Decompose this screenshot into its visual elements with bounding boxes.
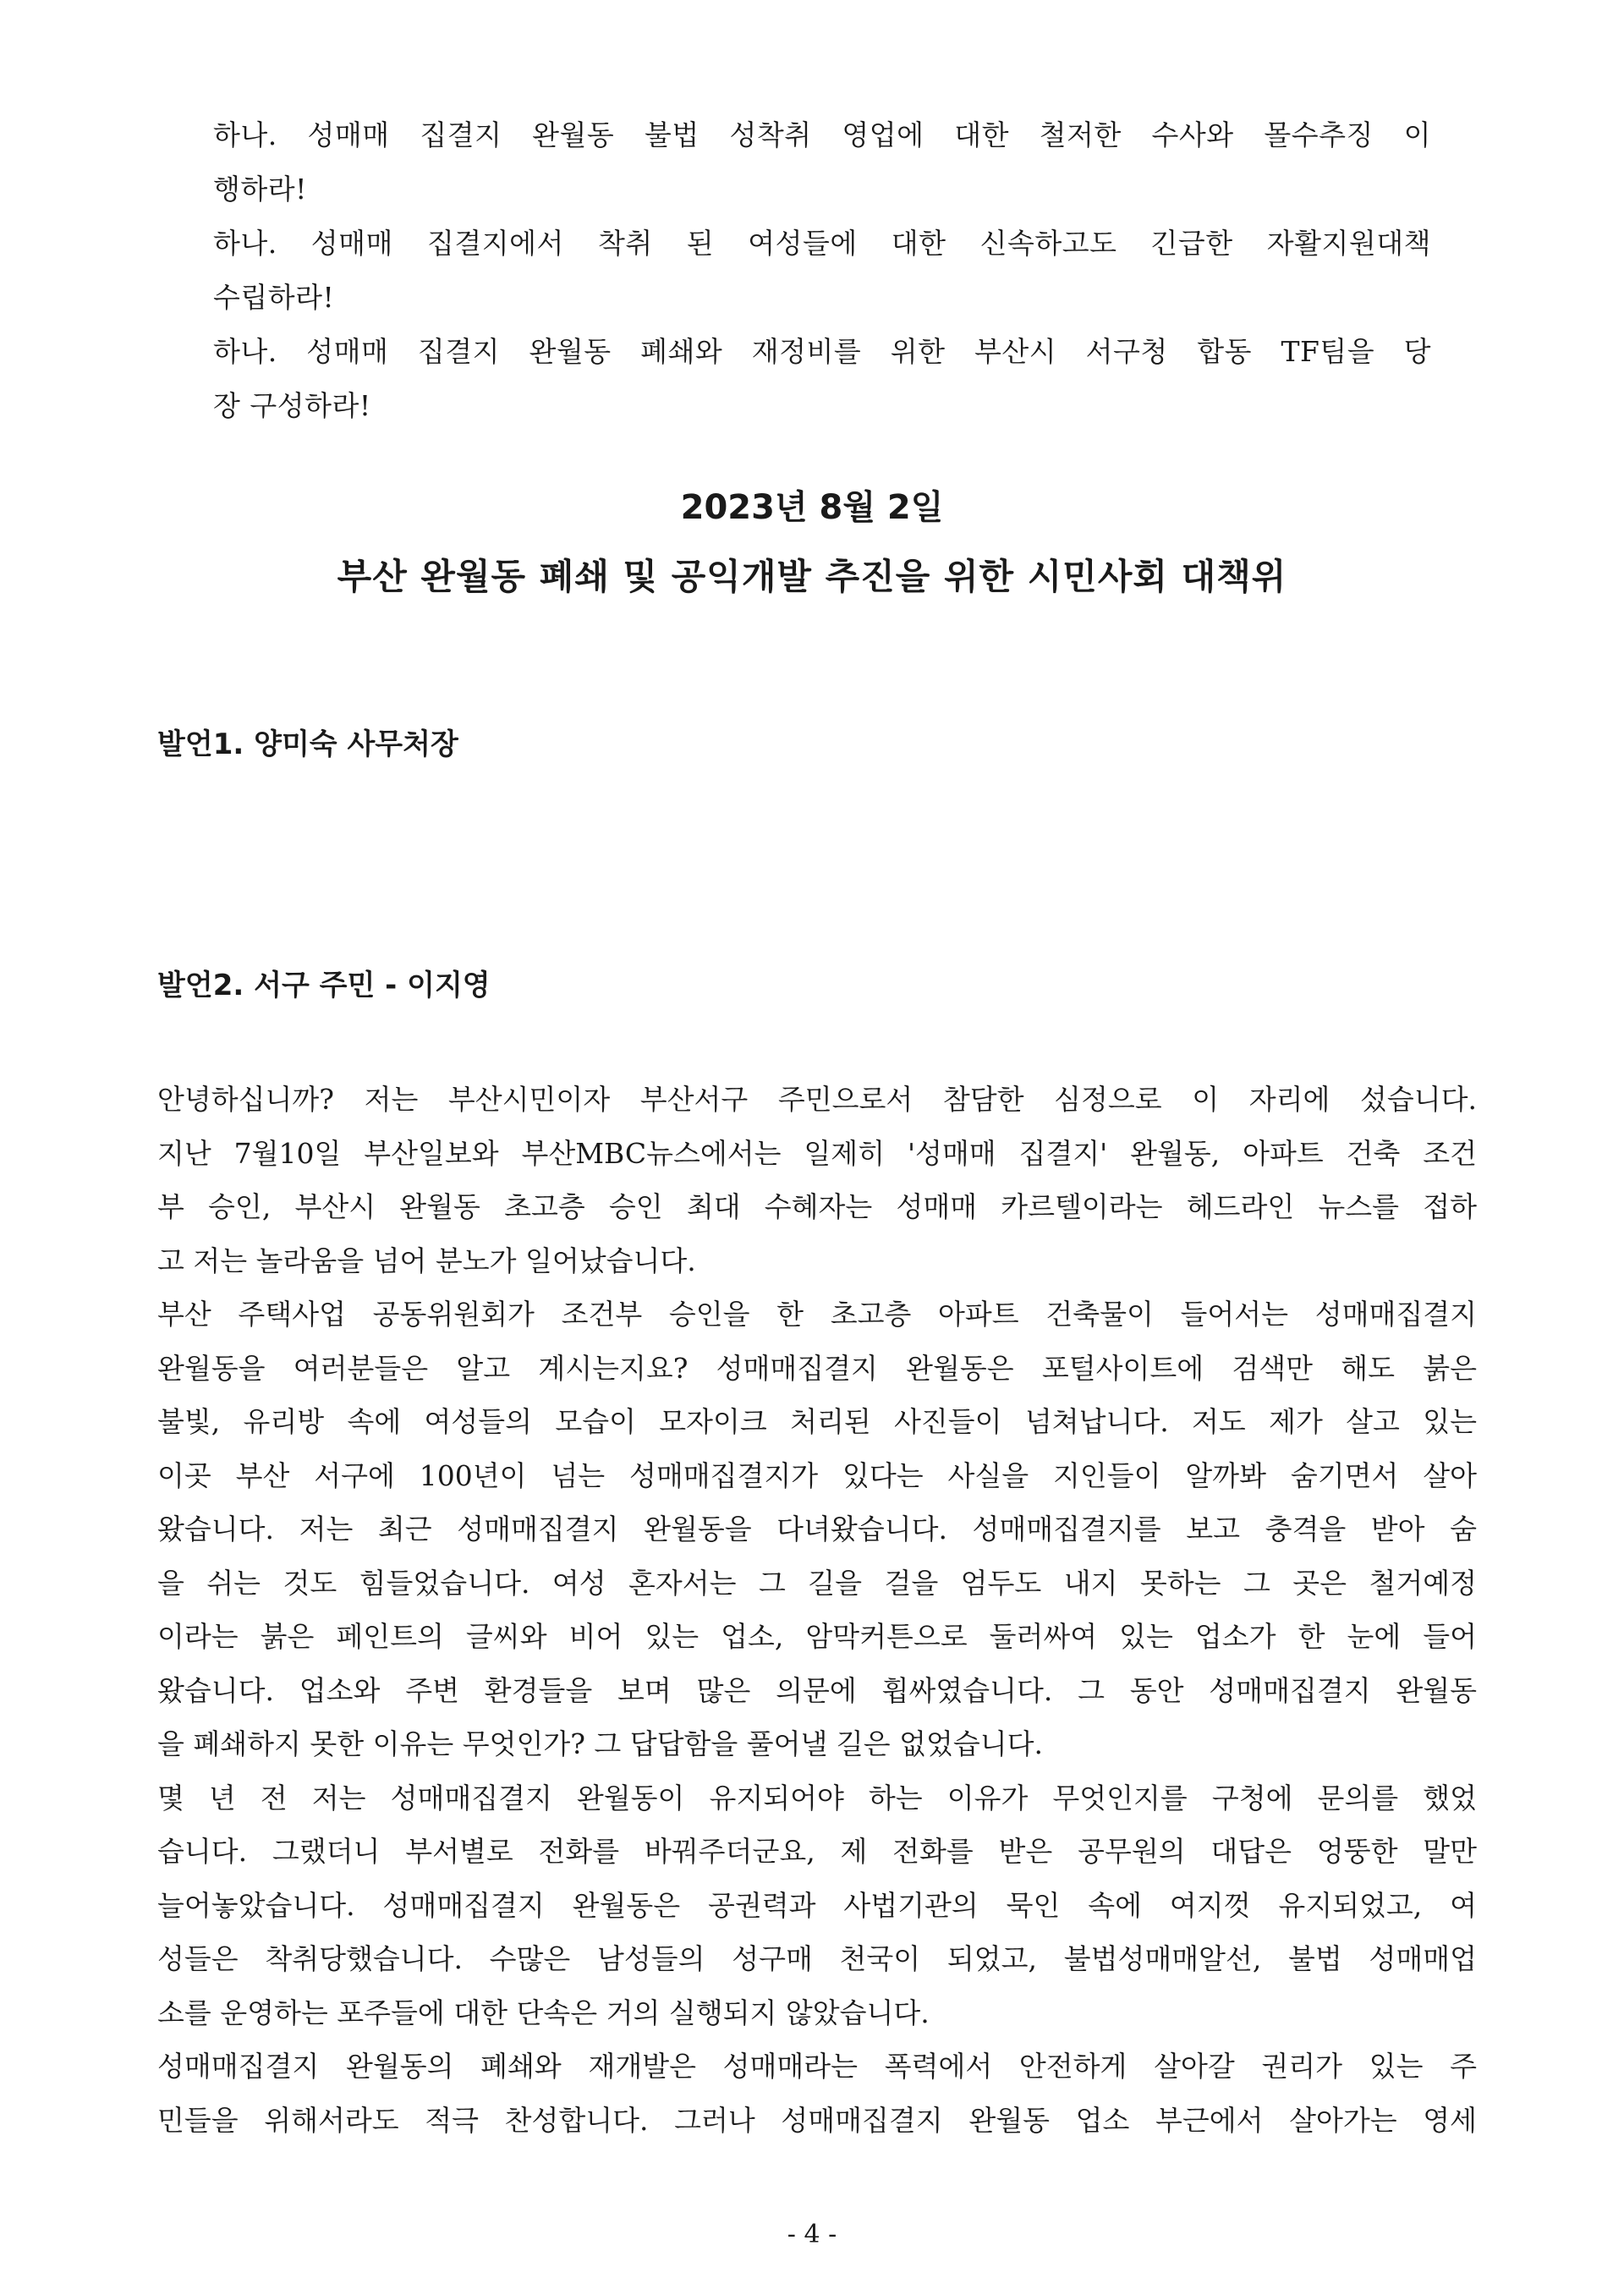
signature-date: 2023년 8월 2일 [680,488,944,527]
body-line: 지난 7월10일 부산일보와 부산MBC뉴스에서는 일제히 '성매매 집결지' 완월동, 아파트 건축 조건 [157,1136,1477,1170]
demand-line: 하나. 성매매 집결지에서 착취 된 여성들에 대한 신속하고도 긴급한 자활지원대책 [213,227,1431,260]
demand-line: 하나. 성매매 집결지 완월동 불법 성착취 영업에 대한 철저한 수사와 몰수추징 이 [213,118,1431,151]
body-line: 고 저는 놀라움을 넘어 분노가 일어났습니다. [157,1244,696,1277]
speech1-heading: 발언1. 양미숙 사무처장 [157,727,458,761]
body-line: 성매매집결지 완월동의 폐쇄와 재개발은 성매매라는 폭력에서 안전하게 살아갈 권리가 있는 주 [157,2050,1477,2083]
body-line: 민들을 위해서라도 적극 찬성합니다. 그러나 성매매집결지 완월동 업소 부근에서 살아가는 영세 [157,2103,1477,2137]
body-line: 성들은 착취당했습니다. 수많은 남성들의 성구매 천국이 되었고, 불법성매매알선, 불법 성매매업 [157,1942,1477,1975]
demands-list [213,108,1431,433]
speech2-body [157,1073,1477,2147]
demand-item [213,325,1431,433]
speech2-heading: 발언2. 서구 주민 - 이지영 [157,969,491,1002]
body-line: 부산 주택사업 공동위원회가 조건부 승인을 한 초고층 아파트 건축물이 들어서는 성매매집결지 [157,1298,1477,1331]
body-line: 몇 년 전 저는 성매매집결지 완월동이 유지되어야 하는 이유가 무엇인지를 구청에 문의를 했었 [157,1781,1477,1815]
body-line: 을 폐쇄하지 못한 이유는 무엇인가? 그 답답함을 풀어낼 길은 없었습니다. [157,1727,1044,1760]
body-line: 왔습니다. 저는 최근 성매매집결지 완월동을 다녀왔습니다. 성매매집결지를 보고 충격을 받아 숨 [157,1513,1477,1546]
body-line: 을 쉬는 것도 힘들었습니다. 여성 혼자서는 그 길을 걸을 엄두도 내지 못하는 그 곳은 철거예정 [157,1566,1477,1600]
demand-line: 장 구성하라! [213,389,371,422]
body-line: 부 승인, 부산시 완월동 초고층 승인 최대 수혜자는 성매매 카르텔이라는 헤드라인 뉴스를 접하 [157,1190,1477,1223]
signature-block [0,474,1624,612]
page-number: - 4 - [787,2220,837,2249]
body-line: 불빛, 유리방 속에 여성들의 모습이 모자이크 처리된 사진들이 넘쳐납니다. 저도 제가 살고 있는 [157,1405,1477,1438]
body-line: 이라는 붉은 페인트의 글씨와 비어 있는 업소, 암막커튼으로 둘러싸여 있는 업소가 한 눈에 들어 [157,1620,1477,1653]
signature-organization: 부산 완월동 폐쇄 및 공익개발 추진을 위한 시민사회 대책위 [337,556,1287,597]
body-line: 완월동을 여러분들은 알고 계시는지요? 성매매집결지 완월동은 포털사이트에 검색만 해도 붉은 [157,1351,1477,1385]
body-line: 왔습니다. 업소와 주변 환경들을 보며 많은 의문에 휩싸였습니다. 그 동안 성매매집결지 완월동 [157,1673,1477,1707]
demand-item [213,108,1431,217]
body-line: 안녕하십니까? 저는 부산시민이자 부산서구 주민으로서 참담한 심정으로 이 자리에 섰습니다. [157,1083,1477,1116]
demand-line: 수립하라! [213,281,335,314]
demand-line: 행하라! [213,173,307,206]
body-line: 늘어놓았습니다. 성매매집결지 완월동은 공권력과 사법기관의 묵인 속에 여지껏 유지되었고, 여 [157,1888,1477,1922]
body-line: 소를 운영하는 포주들에 대한 단속은 거의 실행되지 않았습니다. [157,1996,930,2029]
demand-item [213,217,1431,325]
demand-line: 하나. 성매매 집결지 완월동 폐쇄와 재정비를 위한 부산시 서구청 합동 TF팀을 당 [213,335,1431,368]
body-line: 이곳 부산 서구에 100년이 넘는 성매매집결지가 있다는 사실을 지인들이 알까봐 숨기면서 살아 [157,1458,1477,1492]
body-line: 습니다. 그랬더니 부서별로 전화를 바꿔주더군요, 제 전화를 받은 공무원의 대답은 엉뚱한 말만 [157,1835,1477,1868]
